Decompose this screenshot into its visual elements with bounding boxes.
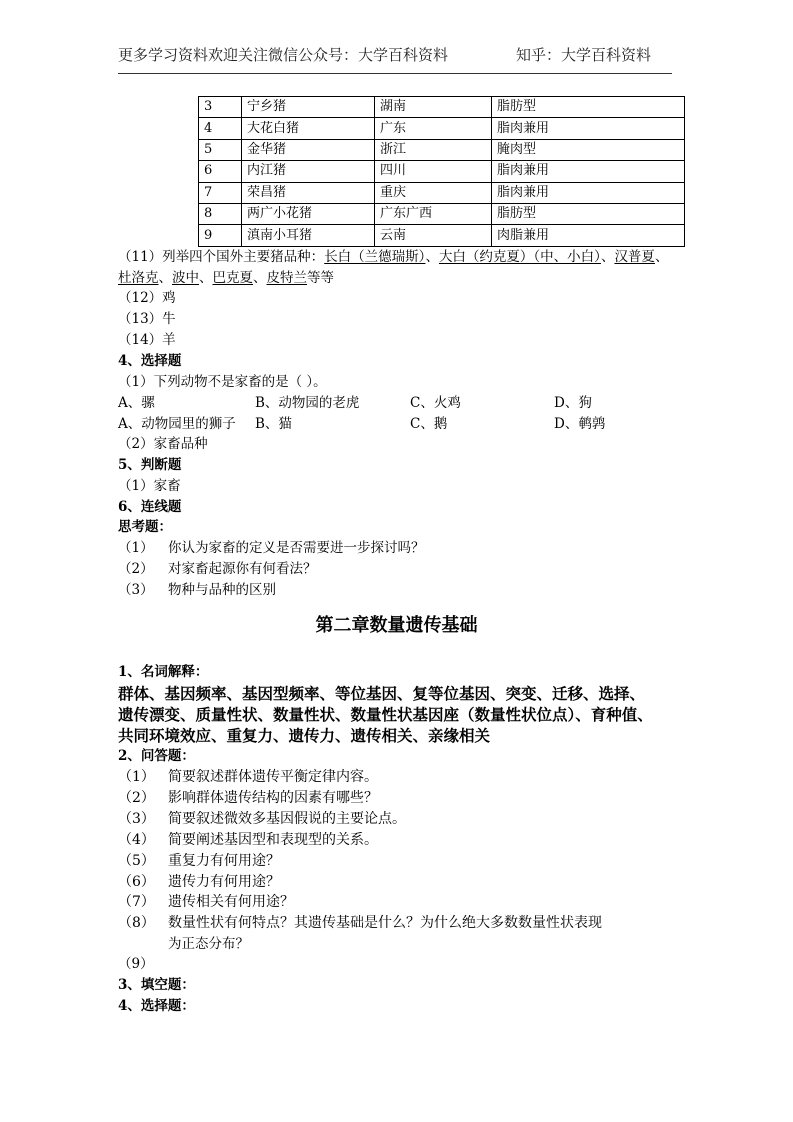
pig-breed-table <box>198 96 685 247</box>
qa-item <box>118 831 378 849</box>
qa-continuation: 为正态分布？ <box>168 936 249 952</box>
table-cell: 内江猪 <box>242 161 375 182</box>
table-row <box>199 161 685 182</box>
sep: 、 <box>253 270 267 286</box>
table-cell: 4 <box>199 118 242 139</box>
text: 简要叙述群体遗传平衡定律内容。 <box>168 769 378 785</box>
terms-line: 共同环境效应、重复力、遗传力、遗传相关、亲缘相关 <box>118 727 491 745</box>
table-cell: 8 <box>199 203 242 224</box>
table-cell: 9 <box>199 225 242 246</box>
table-row <box>199 97 685 118</box>
num: （3） <box>118 582 154 598</box>
section-heading: 2、问答题： <box>118 748 195 764</box>
item: （13）牛 <box>118 311 176 327</box>
table-row <box>199 118 685 139</box>
breed: 杜洛克 <box>118 270 159 286</box>
table-cell: 宁乡猪 <box>242 97 375 118</box>
table-cell: 腌肉型 <box>492 139 685 160</box>
question: （1）家畜 <box>118 478 181 494</box>
q11-line2 <box>118 269 334 287</box>
text: 你认为家畜的定义是否需要进一步探讨吗？ <box>168 540 425 556</box>
num: （2） <box>118 789 155 806</box>
item: （14）羊 <box>118 332 176 348</box>
think-item <box>118 581 276 599</box>
text: 数量性状有何特点？其遗传基础是什么？为什么绝大多数数量性状表现 <box>168 915 602 932</box>
table-cell: 脂肪型 <box>492 97 685 118</box>
text: 重复力有何用途？ <box>168 852 280 869</box>
table-cell: 3 <box>199 97 242 118</box>
table-cell: 云南 <box>375 225 492 246</box>
qa-item <box>118 768 378 786</box>
question: （2）家畜品种 <box>118 436 208 452</box>
breed: 汉普夏 <box>614 249 655 265</box>
table-cell: 荣昌猪 <box>242 182 375 203</box>
option: B、动物园的老虎 <box>255 395 360 411</box>
text: 遗传相关有何用途？ <box>168 894 294 911</box>
sep: 、 <box>654 249 669 265</box>
table-cell: 四川 <box>375 161 492 182</box>
section-heading: 3、填空题： <box>118 977 195 993</box>
num: （8） <box>118 915 155 932</box>
option: A、骡 <box>118 395 155 411</box>
qa-item <box>118 810 406 828</box>
table-cell: 脂肪型 <box>492 203 685 224</box>
table-cell: 5 <box>199 139 242 160</box>
sep: 、 <box>425 249 439 265</box>
section-heading: 思考题： <box>118 519 172 535</box>
table-cell: 大花白猪 <box>242 118 375 139</box>
qa-item <box>118 914 602 932</box>
text: 简要叙述微效多基因假说的主要论点。 <box>168 810 406 827</box>
table-cell: 浙江 <box>375 139 492 160</box>
table-cell: 滇南小耳猪 <box>242 225 375 246</box>
text: 简要阐述基因型和表现型的关系。 <box>168 831 378 848</box>
section-heading: 6、连线题 <box>118 499 182 515</box>
table-cell: 广东 <box>375 118 492 139</box>
text: 遗传力有何用途？ <box>168 873 280 890</box>
num: （7） <box>118 894 155 911</box>
text: 对家畜起源你有何看法？ <box>168 561 317 577</box>
sep: 、 <box>600 249 615 265</box>
num: （1） <box>118 540 154 556</box>
table-cell: 7 <box>199 182 242 203</box>
qa-item: （9） <box>118 956 154 972</box>
qa-item <box>118 852 280 870</box>
item: （12）鸡 <box>118 290 176 306</box>
text: 物种与品种的区别 <box>168 582 276 598</box>
option: C、火鸡 <box>410 395 461 411</box>
header-divider <box>118 73 672 74</box>
num: （3） <box>118 810 155 827</box>
table-row <box>199 182 685 203</box>
table-cell: 脂肉兼用 <box>492 118 685 139</box>
table-cell: 两广小花猪 <box>242 203 375 224</box>
terms-line: 群体、基因频率、基因型频率、等位基因、复等位基因、突变、迁移、选择、 <box>118 685 646 703</box>
table-row <box>199 203 685 224</box>
sep: 、 <box>158 270 172 286</box>
table-cell: 脂肉兼用 <box>492 161 685 182</box>
think-item <box>118 539 425 557</box>
sep: 、 <box>199 270 213 286</box>
breed: 大白（约克夏）（中、小白） <box>438 249 601 265</box>
qa-item <box>118 893 294 911</box>
text: 影响群体遗传结构的因素有哪些？ <box>168 789 378 806</box>
q11-prefix: （11）列举四个国外主要猪品种： <box>118 249 325 265</box>
page-header <box>118 44 672 65</box>
option: D、狗 <box>554 395 592 411</box>
breed: 波中 <box>172 270 199 286</box>
option: D、鹌鹑 <box>554 416 606 432</box>
section-heading: 5、判断题 <box>118 457 182 473</box>
breed: 皮特兰 <box>266 270 307 286</box>
qa-item <box>118 789 378 807</box>
option: C、鹅 <box>410 416 448 432</box>
section-heading: 4、选择题 <box>118 353 182 369</box>
table-row <box>199 139 685 160</box>
num: （4） <box>118 831 155 848</box>
breed: 长白（兰德瑞斯） <box>324 249 426 265</box>
qa-item <box>118 873 280 891</box>
breed: 巴克夏 <box>212 270 253 286</box>
table-cell: 重庆 <box>375 182 492 203</box>
table-cell: 6 <box>199 161 242 182</box>
num: （6） <box>118 873 155 890</box>
header-left: 更多学习资料欢迎关注微信公众号：大学百科资料 <box>118 46 449 64</box>
section-heading: 1、名词解释： <box>118 664 209 680</box>
table-cell: 金华猪 <box>242 139 375 160</box>
num: （5） <box>118 852 155 869</box>
table-cell: 肉脂兼用 <box>492 225 685 246</box>
table-cell: 湖南 <box>375 97 492 118</box>
chapter-title: 第二章数量遗传基础 <box>315 615 478 636</box>
header-right: 知乎：大学百科资料 <box>516 46 652 64</box>
num: （1） <box>118 769 155 785</box>
table-cell: 脂肉兼用 <box>492 182 685 203</box>
option: B、猫 <box>255 416 292 432</box>
option: A、动物园里的狮子 <box>118 416 236 432</box>
suffix: 等等 <box>307 270 334 286</box>
section-heading: 4、选择题： <box>118 998 195 1014</box>
terms-line: 遗传漂变、质量性状、数量性状、数量性状基因座（数量性状位点）、育种值、 <box>118 706 653 724</box>
q11-line1 <box>118 248 668 266</box>
num: （2） <box>118 561 154 577</box>
question: （1）下列动物不是家畜的是（ ）。 <box>118 374 327 390</box>
think-item <box>118 560 317 578</box>
table-row <box>199 225 685 246</box>
table-cell: 广东广西 <box>375 203 492 224</box>
